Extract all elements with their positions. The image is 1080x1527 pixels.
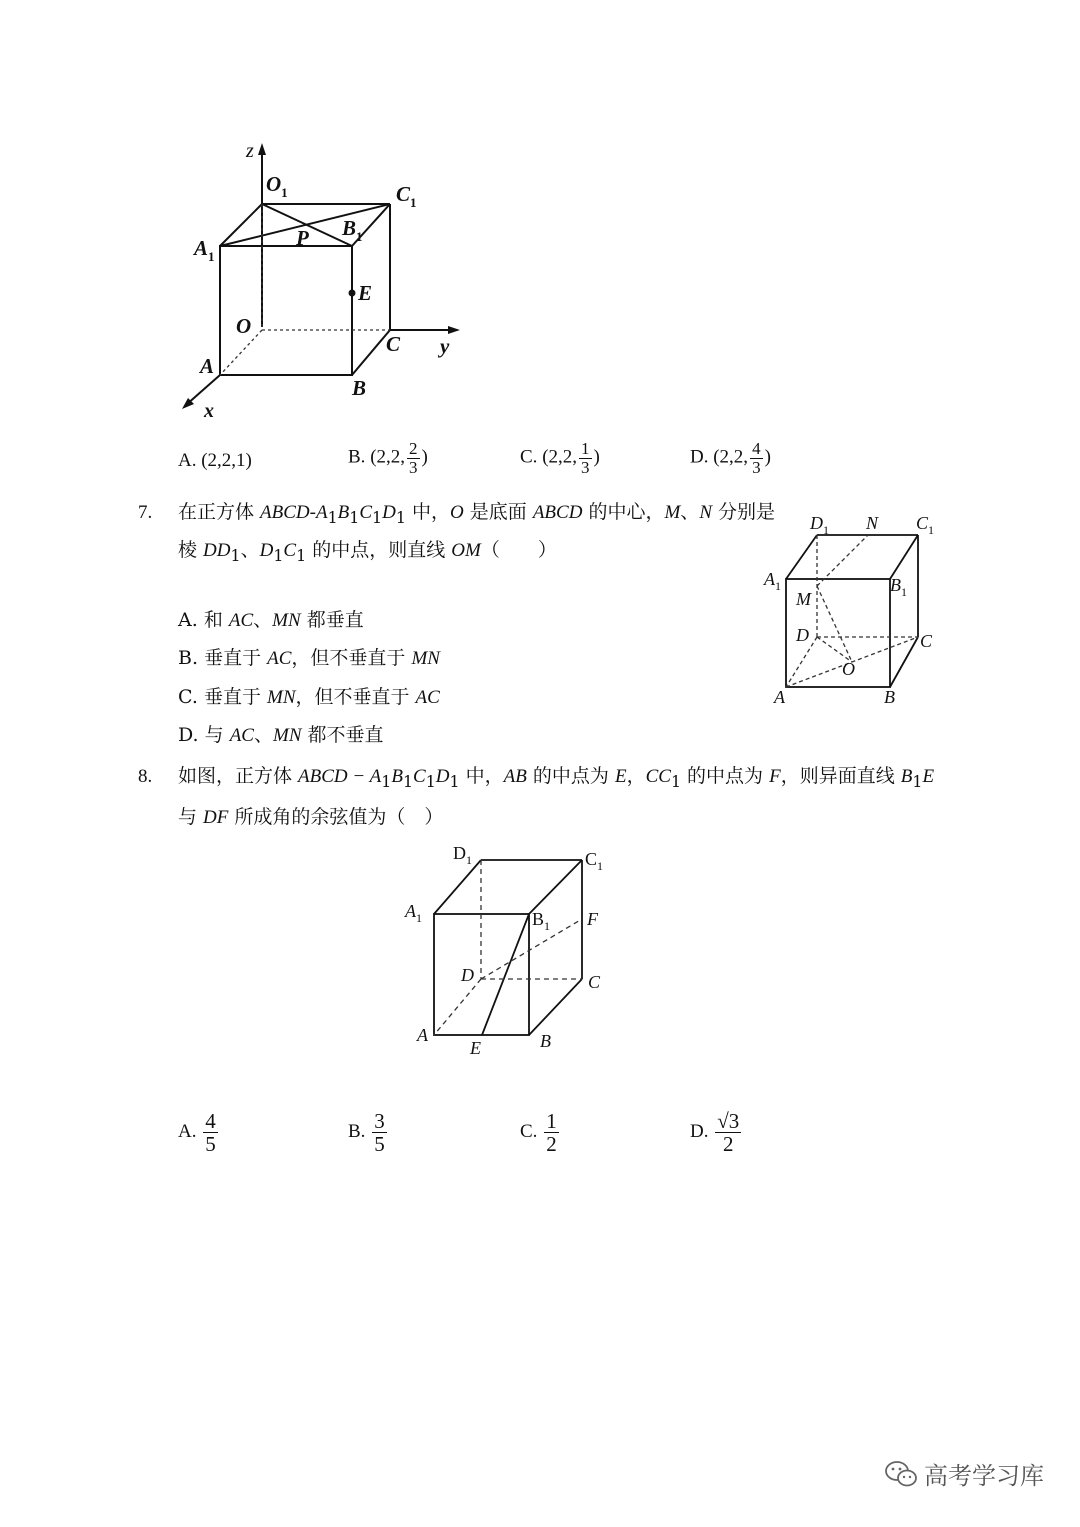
option-prefix: (2,2, [370, 446, 406, 468]
watermark-text: 高考学习库 [924, 1462, 1044, 1490]
q7-option-a[interactable]: A. 和 AC、MN 都垂直 [178, 609, 364, 631]
label-c: C [386, 332, 401, 356]
option-fraction: $\frac{2}{3}$ [409, 439, 418, 477]
q7-stem-line2: 棱 $DD_1$、$D_1C_1$ 的中点，则直线 OM（ ） [178, 539, 557, 565]
label-z: z [246, 140, 254, 162]
label-d: D [796, 625, 809, 645]
label-b1: $B_1$ [890, 575, 907, 599]
point-e-marker [349, 290, 356, 297]
option-fraction: $\frac{4}{5}$ [205, 1109, 216, 1157]
option-suffix: ) [764, 446, 771, 468]
label-c1: $C_1$ [585, 849, 604, 873]
option-fraction: $\frac{1}{2}$ [546, 1109, 557, 1157]
option-letter: A. [178, 1120, 197, 1142]
label-x: x [204, 400, 214, 422]
option-fraction: $\frac{4}{3}$ [752, 439, 761, 477]
option-letter: C. [520, 446, 538, 468]
label-b: B [540, 1031, 551, 1051]
option-suffix: ) [421, 446, 428, 468]
option-letter: C. [520, 1120, 538, 1142]
label-n: N [866, 513, 879, 533]
q7-number: 7. [138, 502, 153, 523]
q7-option-d[interactable]: D. 与 AC、MN 都不垂直 [178, 724, 384, 746]
option-letter: A. [178, 450, 197, 471]
q8-option-a[interactable] [178, 1110, 220, 1155]
label-b: B [884, 687, 895, 707]
q8-option-b[interactable] [348, 1110, 389, 1155]
label-f: F [587, 909, 598, 929]
q7-stem-line1: 在正方体 ABCD-$A_1B_1C_1D_1$ 中，O 是底面 ABCD 的中心，M、N 分别是 [178, 501, 776, 527]
q6-cube-figure [170, 135, 480, 430]
label-o: O [236, 314, 252, 338]
q8-option-d[interactable] [690, 1110, 743, 1155]
label-e: E [358, 281, 373, 305]
q7-option-b[interactable]: B. 垂直于 AC，但不垂直于 MN [178, 647, 440, 669]
option-letter: B. [348, 446, 366, 468]
label-c1: $C_1$ [396, 182, 417, 210]
q6-option-c[interactable] [520, 440, 600, 477]
label-c1: $C_1$ [916, 513, 935, 537]
watermark [884, 1456, 1044, 1491]
label-y: y [440, 334, 450, 358]
option-fraction: $\frac{1}{3}$ [581, 439, 590, 477]
option-letter: B. [348, 1120, 366, 1142]
label-c: C [588, 972, 601, 992]
label-m: M [796, 589, 811, 609]
label-p: P [296, 226, 309, 250]
q8-option-c[interactable] [520, 1110, 561, 1155]
label-o: O [842, 659, 855, 679]
label-o1: $O_1$ [266, 172, 288, 200]
label-d1: $D_1$ [453, 843, 472, 867]
label-b1: $B_1$ [342, 216, 363, 244]
label-d: D [461, 965, 474, 985]
option-fraction: $\frac{3}{5}$ [374, 1109, 385, 1157]
option-letter: D. [690, 446, 709, 468]
option-prefix: (2,2, [713, 446, 749, 468]
q8-stem-line1: 如图，正方体 ABCD − $A_1B_1C_1D_1$ 中，AB 的中点为 E，$CC_1$ 的中点为 F，则异面直线 $B_1E$ [178, 765, 935, 791]
q8-number: 8. [138, 766, 153, 787]
label-e: E [470, 1038, 481, 1058]
label-b1: $B_1$ [532, 909, 551, 933]
option-suffix: ) [593, 446, 600, 468]
q8-cube-figure [395, 835, 625, 1065]
option-letter: D. [690, 1120, 709, 1142]
option-prefix: (2,2, [542, 446, 578, 468]
option-fraction: $\frac{√3}{2}$ [717, 1109, 740, 1157]
label-a1: $A_1$ [405, 901, 422, 925]
wechat-icon [884, 1459, 918, 1489]
label-d1: $D_1$ [810, 513, 829, 537]
option-value: (2,2,1) [201, 450, 252, 471]
q8-stem-line2: 与 DF 所成角的余弦值为（ ） [178, 806, 444, 828]
label-a1: $A_1$ [764, 569, 781, 593]
q7-cube-figure [760, 505, 950, 715]
label-c: C [920, 631, 933, 651]
label-a: A [417, 1025, 428, 1045]
q7-option-c[interactable]: C. 垂直于 MN，但不垂直于 AC [178, 686, 440, 708]
q6-option-d[interactable] [690, 440, 771, 477]
q6-option-b[interactable] [348, 440, 428, 477]
label-b: B [352, 376, 367, 400]
label-a: A [200, 354, 215, 378]
q6-option-a[interactable] [178, 450, 252, 472]
label-a: A [774, 687, 785, 707]
label-a1: $A_1$ [194, 236, 215, 264]
